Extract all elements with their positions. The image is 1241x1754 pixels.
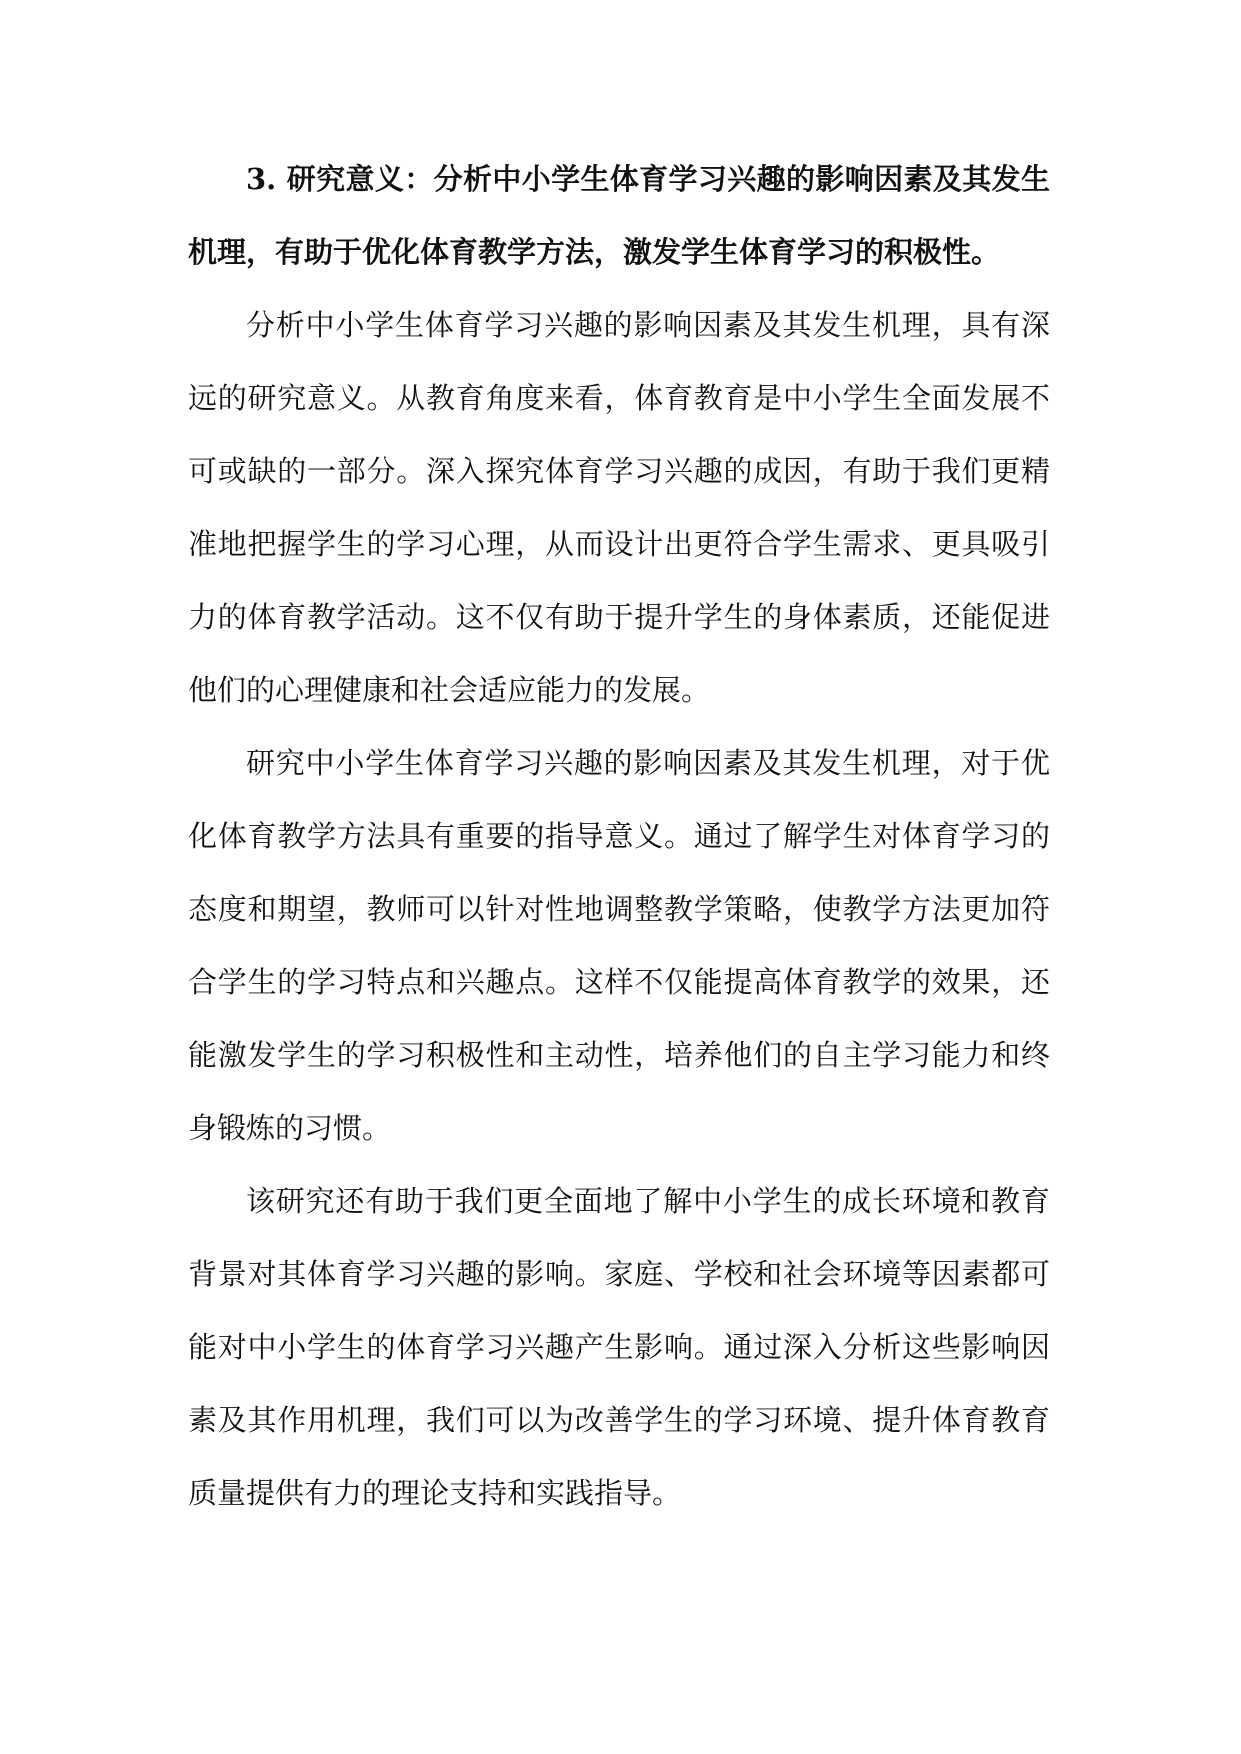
body-paragraph: 分析中小学生体育学习兴趣的影响因素及其发生机理，具有深远的研究意义。从教育角度来看，体育教育是中小学生全面发展不可或缺的一部分。深入探究体育学习兴趣的成因，有助于我们更精准地把握学生的学习心理，从而设计出更符合学生需求、更具吸引力的体育教学活动。这不仅有助于提升学生的身体素质，还能促进他们的心理健康和社会适应能力的发展。 [188, 308, 1050, 707]
body-paragraph: 研究中小学生体育学习兴趣的影响因素及其发生机理，对于优化体育教学方法具有重要的指导意义。通过了解学生对体育学习的态度和期望，教师可以针对性地调整教学策略，使教学方法更加符合学生的学习特点和兴趣点。这样不仅能提高体育教学的效果，还能激发学生的学习积极性和主动性，培养他们的自主学习能力和终身锻炼的习惯。 [188, 746, 1050, 1145]
body-paragraph: 该研究还有助于我们更全面地了解中小学生的成长环境和教育背景对其体育学习兴趣的影响。家庭、学校和社会环境等因素都可能对中小学生的体育学习兴趣产生影响。通过深入分析这些影响因素及其作用机理，我们可以为改善学生的学习环境、提升体育教育质量提供有力的理论支持和实践指导。 [188, 1184, 1050, 1510]
section-heading: 3. 研究意义：分析中小学生体育学习兴趣的影响因素及其发生机理，有助于优化体育教学方法，激发学生体育学习的积极性。 [188, 162, 1050, 269]
document-body [188, 143, 1050, 1530]
